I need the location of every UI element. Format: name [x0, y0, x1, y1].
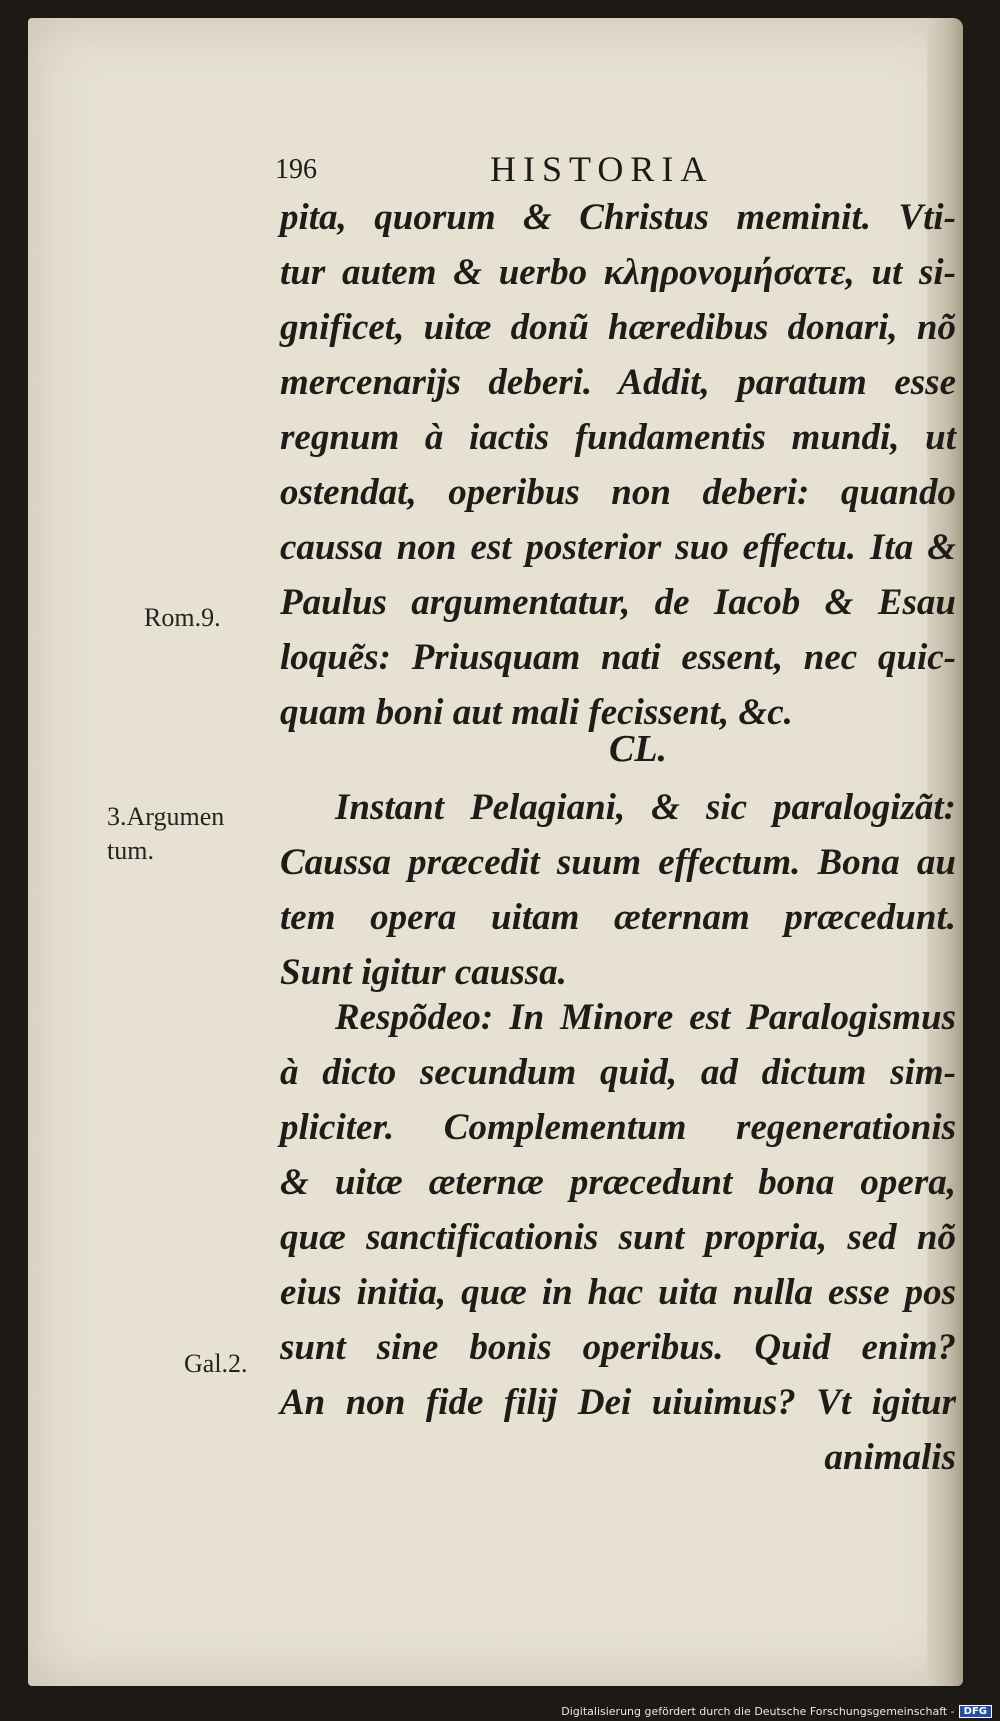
text-line: quæ sanctificationis sunt propria, sed nõ: [280, 1217, 956, 1258]
margin-note-rom: Rom.9.: [144, 603, 221, 632]
text-line: Respõdeo: In Minore est Paralogismus: [335, 997, 956, 1038]
margin-note-gal: Gal.2.: [184, 1349, 248, 1378]
text-line: ostendat, operibus non deberi: quando: [280, 472, 956, 513]
text-line: Instant Pelagiani, & sic paralogizãt:: [335, 787, 956, 828]
text-line: tem opera uitam æternam præcedunt.: [280, 897, 956, 938]
text-line: pita, quorum & Christus meminit. Vti-: [280, 197, 956, 238]
text-line: pliciter. Complementum regenerationis: [280, 1107, 956, 1148]
text-line: An non fide filij Dei uiuimus? Vt igitur: [280, 1382, 956, 1423]
text-line: & uitæ æternæ præcedunt bona opera,: [280, 1162, 956, 1203]
text-line: sunt sine bonis operibus. Quid enim?: [280, 1327, 956, 1368]
margin-note-line: 3.Argumen: [107, 802, 225, 831]
running-title: HISTORIA: [490, 149, 714, 189]
text-line: Sunt igitur caussa.: [280, 952, 567, 993]
text-line: Paulus argumentatur, de Iacob & Esau: [280, 582, 956, 623]
text-line: loquẽs: Priusquam nati essent, nec quic-: [280, 637, 956, 678]
text-line: à dicto secundum quid, ad dictum sim-: [280, 1052, 956, 1093]
digitization-footer: [561, 1705, 992, 1718]
dfg-logo: DFG: [959, 1705, 992, 1718]
footer-credit: Digitalisierung gefördert durch die Deutsche Forschungsgemeinschaft -: [561, 1705, 955, 1718]
catchword: animalis: [824, 1437, 956, 1478]
text-line: tur autem & uerbo κληρονομήσατε, ut si-: [280, 252, 956, 293]
text-line: gnificet, uitæ donũ hæredibus donari, nõ: [280, 307, 956, 348]
paragraph-1: [280, 190, 956, 740]
page-number: 196: [275, 154, 317, 185]
section-heading: CL.: [608, 728, 668, 770]
text-line: mercenarijs deberi. Addit, paratum esse: [280, 362, 956, 403]
paragraph-3: [280, 990, 956, 1485]
running-head: [275, 148, 835, 188]
text-line: caussa non est posterior suo effectu. Ita &: [280, 527, 956, 568]
text-line: quam boni aut mali fecissent, &c.: [280, 692, 793, 733]
margin-note-argumentum: [107, 800, 224, 868]
text-line: eius initia, quæ in hac uita nulla esse pos: [280, 1272, 956, 1313]
paragraph-2: [280, 780, 956, 1000]
margin-note-line: tum.: [107, 836, 154, 865]
text-line: Caussa præcedit suum effectum. Bona au: [280, 842, 956, 883]
text-line: regnum à iactis fundamentis mundi, ut: [280, 417, 956, 458]
